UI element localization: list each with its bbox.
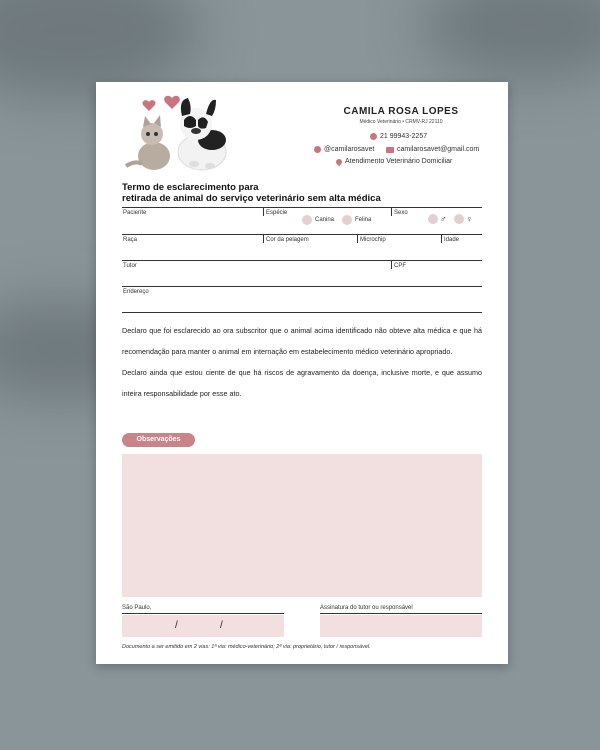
field-divider bbox=[391, 261, 392, 269]
field-divider bbox=[391, 208, 392, 216]
form-title bbox=[122, 182, 381, 204]
observations-label: Observações bbox=[122, 433, 195, 447]
male-symbol-icon: ♂ bbox=[440, 214, 447, 224]
radio-canina[interactable] bbox=[302, 215, 312, 225]
phone-text: 21 99943-2257 bbox=[380, 133, 428, 140]
species-label: Espécie bbox=[266, 210, 288, 216]
instagram-text: @camilarosavet bbox=[324, 146, 375, 153]
field-divider bbox=[441, 235, 442, 243]
date-separator: / bbox=[175, 620, 178, 631]
instagram-contact bbox=[314, 146, 374, 153]
form-rule bbox=[122, 613, 284, 614]
option-male[interactable] bbox=[428, 214, 447, 224]
whatsapp-icon bbox=[370, 133, 377, 140]
vet-credentials: Médico Veterinário • CRMV-RJ 22110 bbox=[359, 119, 443, 125]
vet-name: CAMILA ROSA LOPES bbox=[343, 106, 459, 117]
form-rule bbox=[122, 207, 482, 208]
patient-label: Paciente bbox=[123, 210, 147, 216]
observations-field[interactable] bbox=[122, 454, 482, 597]
field-divider bbox=[263, 235, 264, 243]
email-contact bbox=[386, 146, 479, 153]
date-separator: / bbox=[220, 620, 223, 631]
signature-field[interactable] bbox=[320, 615, 482, 637]
signature-label: Assinatura do tutor ou responsável bbox=[320, 605, 413, 611]
service-text: Atendimento Veterinário Domiciliar bbox=[345, 158, 453, 165]
declaration-paragraph-1: Declaro que foi esclarecido ao ora subscritor que o animal acima identificado não obteve alta médica e que há recomendação para manter o animal em internação em estabelecimento médico veterinário apropriado. bbox=[122, 326, 482, 356]
felina-label: Felina bbox=[355, 217, 372, 223]
form-rule bbox=[122, 312, 482, 313]
radio-felina[interactable] bbox=[342, 215, 352, 225]
age-label: Idade bbox=[444, 237, 460, 243]
declaration-text bbox=[122, 320, 482, 404]
phone-contact bbox=[370, 133, 427, 140]
canina-label: Canina bbox=[315, 217, 335, 223]
form-rule bbox=[122, 286, 482, 287]
document-page bbox=[96, 82, 508, 664]
location-pin-icon bbox=[335, 157, 343, 165]
leaf-shadow bbox=[420, 0, 600, 80]
form-rule bbox=[320, 613, 482, 614]
female-symbol-icon: ♀ bbox=[466, 214, 473, 224]
mail-icon bbox=[386, 147, 394, 153]
radio-male[interactable] bbox=[428, 214, 438, 224]
heart-icon bbox=[164, 96, 180, 109]
field-divider bbox=[263, 208, 264, 216]
option-female[interactable] bbox=[454, 214, 473, 224]
cat-and-dog-illustration bbox=[124, 94, 244, 174]
email-text: camilarosavet@gmail.com bbox=[397, 146, 480, 153]
option-felina[interactable] bbox=[342, 215, 371, 225]
radio-female[interactable] bbox=[454, 214, 464, 224]
form-rule bbox=[122, 234, 482, 235]
date-field[interactable] bbox=[122, 615, 284, 637]
form-title-line1: Termo de esclarecimento para bbox=[122, 182, 259, 193]
breed-label: Raça bbox=[123, 237, 138, 243]
declaration-paragraph-2: Declaro ainda que estou ciente de que há riscos de agravamento da doença, inclusive morte, e que assumo inteira responsabilidade por esse ato. bbox=[122, 368, 482, 398]
heart-icon bbox=[143, 100, 156, 111]
city-label: São Paulo, bbox=[122, 605, 152, 611]
address-label: Endereço bbox=[123, 289, 149, 295]
cpf-label: CPF bbox=[394, 263, 406, 269]
footnote: Documento a ser emitido em 2 vias: 1ª via: médico-veterinário; 2ª via: proprietário, tutor / responsável. bbox=[122, 644, 371, 650]
sex-label: Sexo bbox=[394, 210, 408, 216]
form-title-line2: retirada de animal do serviço veterinário sem alta médica bbox=[122, 193, 381, 204]
field-divider bbox=[357, 235, 358, 243]
option-canina[interactable] bbox=[302, 215, 334, 225]
service-contact bbox=[336, 158, 452, 165]
coat-color-label: Cor da pelagem bbox=[266, 237, 309, 243]
tutor-label: Tutor bbox=[123, 263, 137, 269]
cat-body bbox=[138, 142, 170, 170]
form-rule bbox=[122, 260, 482, 261]
instagram-icon bbox=[314, 146, 321, 153]
microchip-label: Microchip bbox=[360, 237, 386, 243]
